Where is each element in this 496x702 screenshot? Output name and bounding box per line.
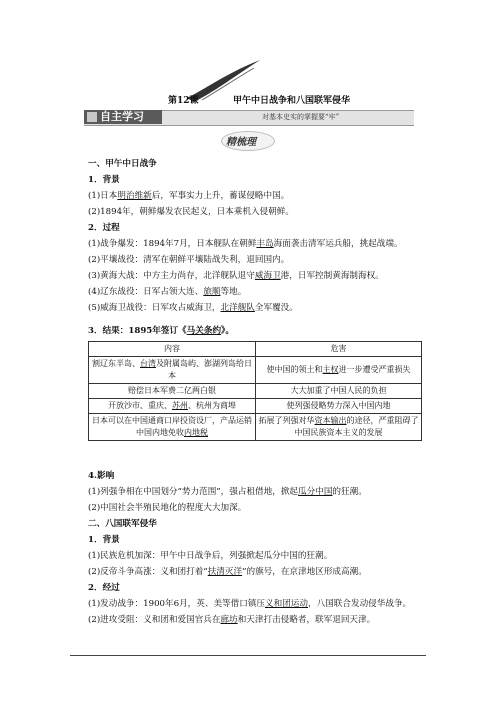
treaty-table (88, 341, 422, 441)
table-cell-harm: 拓展了列强对华资本输出的途径，严重阻碍了中国民族资本主义的发展 (256, 414, 422, 441)
table-cell-harm: 使列强侵略势力深入中国内地 (256, 399, 422, 414)
process-item-5: (5)威海卫战役：日军攻占威海卫，北洋舰队全军覆没。 (88, 303, 298, 313)
impact-item-2: (2)中国社会半殖民地化的程度大大加深。 (88, 503, 247, 513)
section-2-background-item-1: (1)民族危机加深：甲午中日战争后，列强掀起瓜分中国的狂潮。 (88, 551, 333, 561)
process-item-2: (2)平壤战役：清军在朝鲜平壤陆战失利，退回国内。 (88, 255, 290, 265)
table-cell-content: 割辽东半岛、台湾及附属岛屿、澎湖列岛给日本 (89, 357, 256, 384)
banner-square-icon (87, 112, 97, 122)
process-item-1: (1)战争爆发：1894年7月，日本舰队在朝鲜丰岛海面袭击清军运兵船，挑起战端。 (88, 239, 403, 249)
section-2-process-heading: 2．经过 (88, 583, 120, 593)
impact-heading: 4.影响 (88, 471, 115, 481)
section-2-title: 二、八国联军侵华 (88, 519, 157, 529)
table-cell-content: 开放沙市、重庆、苏州、杭州为商埠 (89, 399, 256, 414)
section-1-title: 一、甲午中日战争 (88, 159, 157, 169)
footer-divider (70, 655, 426, 656)
section-2-background-heading: 1．背景 (88, 535, 120, 545)
background-item-1: (1)日本明治维新后，军事实力上升，蓄谋侵略中国。 (88, 191, 290, 201)
table-cell-content: 日本可以在中国通商口岸投资设厂，产品运销中国内地免收内地税 (89, 414, 256, 441)
table-header-harm: 危害 (256, 342, 422, 357)
table-row (89, 357, 422, 384)
process-item-4: (4)辽东战役：日军占领大连、旅顺等地。 (88, 287, 247, 297)
impact-item-1: (1)列强争相在中国划分“势力范围”，强占租借地，掀起瓜分中国的狂潮。 (88, 487, 367, 497)
process-item-3: (3)黄海大战：中方主力尚存，北洋舰队退守威海卫港，日军控制黄海制海权。 (88, 271, 384, 281)
table-row (89, 414, 422, 441)
banner-label: 自主学习 (100, 110, 144, 123)
process-heading: 2．过程 (88, 223, 120, 233)
lesson-number: 第12课 (168, 96, 199, 106)
section-2-process-item-2: (2)进攻受阻：义和团和爱国官兵在廊坊和天津打击侵略者，联军退回天津。 (88, 615, 376, 625)
section-2-background-item-2: (2)反帝斗争高涨：义和团打着“扶清灭洋”的旗号，在京津地区形成高潮。 (88, 567, 367, 577)
lesson-title: 甲午中日战争和八国联军侵华 (233, 96, 351, 106)
background-item-2: (2)1894年，朝鲜爆发农民起义，日本乘机入侵朝鲜。 (88, 207, 294, 217)
table-header-content: 内容 (89, 342, 256, 357)
table-row (89, 399, 422, 414)
table-cell-harm: 使中国的领土和主权进一步遭受严重损失 (256, 357, 422, 384)
banner-tip: 对基本史实的掌握要“牢” (262, 113, 340, 121)
table-cell-content: 赔偿日本军费二亿两白银 (89, 384, 256, 399)
background-heading: 1．背景 (88, 175, 120, 185)
result-line: 3．结果：1895年签订《马关条约》。 (88, 326, 234, 336)
sub-badge-label: 精梳理 (226, 137, 256, 148)
table-header-row (89, 342, 422, 357)
table-cell-harm: 大大加重了中国人民的负担 (256, 384, 422, 399)
table-row (89, 384, 422, 399)
section-2-process-item-1: (1)发动战争：1900年6月，英、美等借口镇压义和团运动，八国联合发动侵华战争。 (88, 599, 412, 609)
